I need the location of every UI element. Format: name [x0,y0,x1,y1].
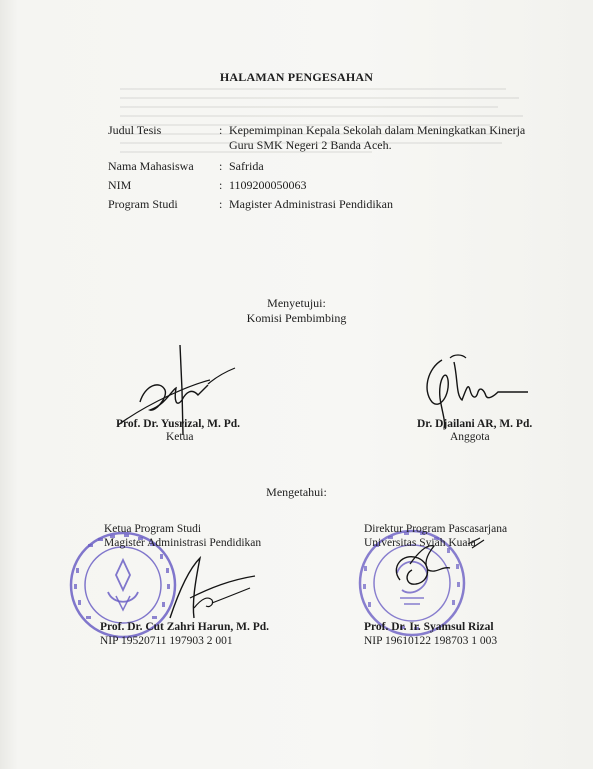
field-separator: : [219,159,223,173]
field-separator: : [219,178,223,192]
acknowledgement-heading: Mengetahui: [266,485,327,499]
field-value: Magister Administrasi Pendidikan [229,197,393,211]
field-value: 1109200050063 [229,178,307,192]
program-head-title-line2: Magister Administrasi Pendidikan [104,537,262,549]
field-label: NIM [108,178,132,192]
program-head-title-line1: Ketua Program Studi [104,523,202,535]
approval-subheading: Komisi Pembimbing [246,311,347,325]
supervisor-left-role: Ketua [166,431,194,443]
director-signature [380,530,500,600]
program-head-nip: NIP 19520711 197903 2 001 [100,635,233,647]
director-name: Prof. Dr. Ir. Syamsul Rizal [364,621,494,633]
director-title-line1: Direktur Program Pascasarjana [364,523,508,535]
field-label: Judul Tesis [108,123,162,137]
field-label: Nama Mahasiswa [108,159,194,173]
field-value: Kepemimpinan Kepala Sekolah dalam Meningkatkan Kinerja Guru SMK Negeri 2 Banda Aceh. [229,123,526,152]
supervisor-right-name: Dr. Djailani AR, M. Pd. [417,418,533,430]
page-title: HALAMAN PENGESAHAN [219,70,374,84]
director-nip: NIP 19610122 198703 1 003 [364,635,498,647]
approval-heading: Menyetujui: [267,296,326,310]
field-separator: : [219,197,223,211]
supervisor-left-name: Prof. Dr. Yusrizal, M. Pd. [116,418,241,430]
supervisor-right-role: Anggota [450,431,490,443]
field-value: Safrida [229,159,264,173]
field-label: Program Studi [108,197,178,211]
field-separator: : [219,123,223,137]
program-head-signature [150,548,260,628]
director-title-line2: Universitas Syiah Kuala [364,537,476,549]
program-head-name: Prof. Dr. Cut Zahri Harun, M. Pd. [100,621,269,633]
